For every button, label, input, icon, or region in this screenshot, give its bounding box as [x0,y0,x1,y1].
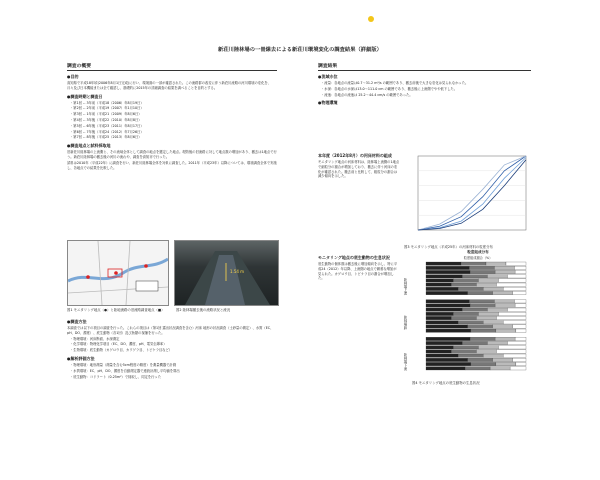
purpose-heading: ●目的 [67,74,79,79]
bar-segment [426,325,468,328]
bar-segment [483,354,503,357]
site-heading: ●調査地点と試料採取地 [67,143,111,149]
marker-dot [368,16,374,22]
site-text-2: 試料は2010年（平成22年）に調査を行い、新荘川陸林場全体を対象に調査した。2011年（平成23年）以降については、環境調査全体で実施し、各地点での結果を比較した。 [67,160,277,170]
bar-segment [515,337,526,340]
bar-segment [458,354,483,357]
bar-segment [496,350,526,353]
bar-segment [470,270,495,273]
bar-segment [496,316,526,319]
group-label: 陸林場跡 [403,315,407,330]
bar-segment [496,362,516,365]
method-heading: ●解析評価方法 [67,355,95,361]
bar-segment [468,291,493,294]
flow-heading: ●流域水位 [318,74,338,79]
items-list [67,337,279,353]
bar-segment [426,262,461,265]
list-item: ・生物環境：底生動物（カゲロウ目、カワゲラ目、トビケラ目など） [70,348,173,353]
bar-segment [451,316,476,319]
bar-segment [426,321,458,324]
bar-segment [493,325,513,328]
bar-segment [507,275,526,278]
list-item: ・流量：各地点の流量は0.7～31.2 m³/s の範囲であり、撤去前後で大きな変化は見られなかった。 [321,81,469,85]
list-item: ・水深：各地点の水深は13.0～111.0 cm の範囲であり、撤去後に上流側でやや低下した。 [321,86,457,91]
list-item: ・第3回 -- 1年前（平成21（2009）年8月6日） [70,112,142,117]
page-title: 新荘川陸林場の一冊線去による新荘川環境変化の調査結果（詳細版） [218,47,382,53]
bar-segment [515,304,526,307]
bar-segment [426,350,451,353]
result-heading: ●調査方法 [67,319,87,324]
monitor-text: 底生動物の個体数は撤去後に増加傾向を示し、特に平成24（2012）年以降、上流側の地点で顕著な増加が見られた。カゲロウ目、トビケラ目の割合が増加した。 [318,262,398,281]
bar-segment [451,283,476,286]
dates-heading: ●調査時期と調査日 [67,93,103,99]
section-heading: 調査結果 [318,62,531,71]
result-text: 本調査では以下の項目の調査を行った。これらの項目は（第1回 露出状況調査を含む）河床 地形の状況調査（土砂量の測定）、水質（EC、pH、DO、濁度）、底生動物（各1回）及び魚類の採捕を行った。 [67,326,274,335]
bar-segment [426,341,462,344]
bar-segment [483,321,503,324]
bar-segment [503,354,526,357]
method-list [67,363,279,379]
list-item: ・第2回 -- 2年前（平成19（2007）年1月10日） [70,106,144,111]
dates-list [67,101,277,141]
bar-segment [426,300,469,303]
bar-segment [496,329,516,332]
group-label: 陸林場上流 [403,278,407,295]
bar-segment [516,329,526,332]
site-text: 旧新荘川陸林場の上流側と、その流域全体として調査の地点を選定した地点。堤防後の旧流路に対して地点数の増加があり、撤去は1地点で行う。新荘川陸林場の撤去後の河川の流れや、調査を高知市で行った。 [67,150,277,159]
bar-segment [478,312,498,315]
bar-segment [513,291,526,294]
list-item: ・第4回 -- 3年後（平成22（2010）年8月8日） [70,117,142,122]
bar-segment [426,337,470,340]
bar-segment [462,275,487,278]
bar-segment [426,283,451,286]
depth-label: 1.54 m [230,269,245,274]
bar-segment [476,283,496,286]
bar-segment [426,316,451,319]
bed-subheading: 本年度（2012年8月）の河床材料の組成 [318,153,392,158]
bar-segment [510,367,526,370]
bar-segment [513,358,526,361]
bar-segment [426,367,465,370]
bar-segment [498,346,526,349]
bar-segment [483,287,503,290]
bar-segment [468,358,493,361]
bar-segment [495,304,515,307]
bar-segment [426,329,471,332]
bar-segment [471,362,496,365]
bar-segment [426,358,468,361]
list-item: ・化学環境：物理化学項目（EC、DO、濁度、pH、電気伝導率） [70,342,167,347]
benthos-svg [402,260,532,378]
bar-segment [476,350,496,353]
monitor-heading: モニタリング地点の底生動物の生息状況 [318,255,390,260]
bar-segment [458,287,483,290]
bar-segment [478,279,498,282]
bar-segment [495,270,515,273]
bar-segment [494,266,514,269]
group-label: 陸林場下流 [403,353,407,371]
list-item: ・物理環境：河床断面、水深測定 [70,336,120,341]
flow-list [318,81,531,97]
bar-segment [426,312,453,315]
bar-segment [487,308,507,311]
bar-segment [453,346,478,349]
fig4-axis-label: 粒度組成割合（%） [463,256,493,260]
bar-segment [426,354,458,357]
fig4-title: 粒度組成分布 [467,250,489,254]
section-heading: 調査の概要 [67,62,277,71]
grain-size-chart [404,150,532,242]
bar-segment [468,325,493,328]
list-item: ・物理環境：地形測量（測量を含む5cm程度の精度）を測量機器で計測 [70,362,177,367]
figure-1-caption: 図1 モニタリング地点（●）と陸地流路の旧流路調査地点（■） [67,308,165,312]
right-column [318,62,531,152]
bar-segment [495,337,515,340]
grain-size-svg [404,150,532,242]
bar-segment [426,346,453,349]
bar-segment [507,341,526,344]
bar-segment [494,300,514,303]
bar-segment [453,312,478,315]
bar-segment [476,316,496,319]
bar-segment [493,291,513,294]
bar-segment [486,262,506,265]
left-lower-column [67,316,279,436]
bar-segment [426,362,471,365]
bar-segment [426,304,470,307]
bar-segment [426,308,462,311]
list-item: ・第1回 -- 3年前（平成18（2006）年8月19日） [70,100,144,105]
figure-4-caption: 図4 モニタリング地点の底生動物の生息状況 [412,381,480,385]
bed-text: モニタリング地点の河床材料は、陸林場上流側の1地点で細粒分の割合が増加しており、撤去に伴う河床の変化が確認された。撤去前と比較して、粗粒分の割合は減少傾向を示した。 [318,160,400,179]
bar-segment [426,291,468,294]
bar-segment [426,270,470,273]
bar-segment [458,321,483,324]
figure-3-caption: 図3 モニタリング地点（平成25年）の河床材料の粒度分布 [404,245,493,249]
bar-segment [515,270,526,273]
list-item: ・第6回 -- 7年後（平成24（2012）年7月26日） [70,129,144,134]
bar-segment [426,279,453,282]
bar-segment [426,275,462,278]
bar-segment [426,266,469,269]
bar-segment [462,308,487,311]
bar-segment [513,325,526,328]
monitor-column [318,252,398,372]
bar-segment [506,262,526,265]
benthos-chart [402,250,532,378]
bar-segment [487,341,507,344]
site-map [67,240,169,306]
bar-segment [461,262,486,265]
bar-segment [487,275,507,278]
bar-segment [498,312,526,315]
bar-segment [507,308,526,311]
bar-segment [469,300,494,303]
bar-segment [470,304,495,307]
bar-segment [498,279,526,282]
bar-segment [426,287,458,290]
bar-segment [514,266,526,269]
bar-segment [516,362,526,365]
bar-segment [503,287,526,290]
bar-segment [470,337,495,340]
bar-segment [514,300,526,303]
list-item: ・底生動物：コドラート（0.25m²）で採取し、同定を行った [70,374,161,379]
bar-segment [503,321,526,324]
bar-segment [451,350,476,353]
bar-segment [496,283,526,286]
purpose-text: 高知県で平成18年頃(2006年8月1日完成)に行い、環境面の一部が確認された。この流路群の改変に伴う新荘川流路の河川環境の変化を、月々及び日本機能または全て確認し、基礎的に2015年の詳細調査の結果を調べることを目的とする。 [67,81,271,90]
list-item: ・第5回 -- 6年後（平成23（2011）年8月17日） [70,123,144,128]
bar-segment [478,346,498,349]
bar-segment [469,266,494,269]
bar-segment [493,358,513,361]
list-item: ・第7回 -- 8年後（平成25（2013）年8月6日） [70,135,142,140]
bar-segment [462,341,487,344]
bar-segment [453,279,478,282]
bar-segment [490,367,510,370]
bed-heading: ●物理環境 [318,100,338,106]
list-item: ・水質環境：EC、pH、DO、濁度を自動測定器で連続計測し平均値を算出 [70,368,180,373]
river-photo [174,240,279,306]
bar-segment [465,367,490,370]
bar-segment [471,329,496,332]
figure-2-caption: 図2 陸林場撤去後の流路状況と流況 [176,308,231,312]
list-item: ・流速：各地点の流速は 25.2～44.4 cm/s の範囲であった。 [321,92,413,97]
